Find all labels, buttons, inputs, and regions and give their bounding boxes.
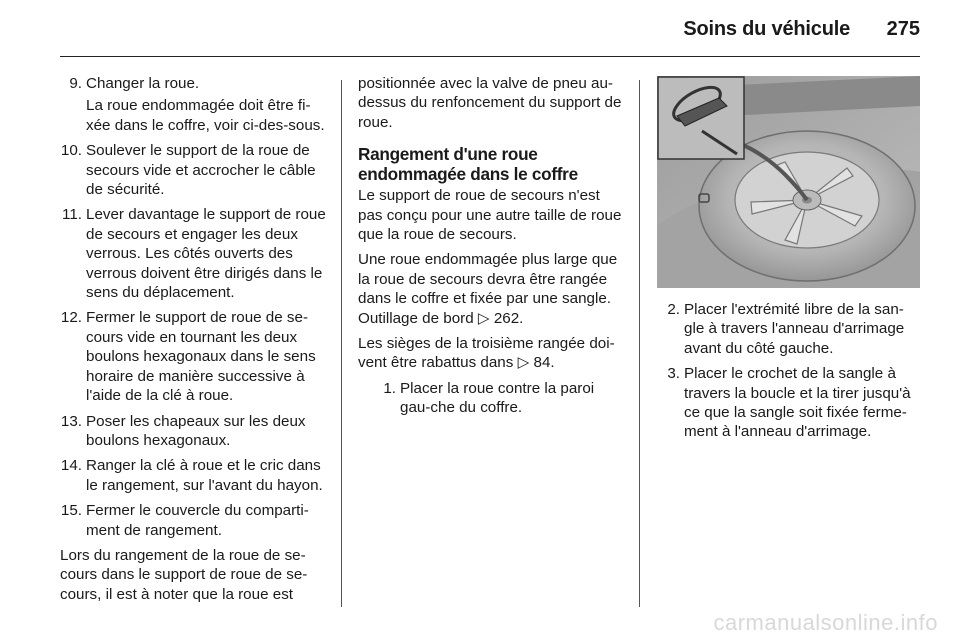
column-divider	[341, 80, 342, 607]
item-text: Placer l'extrémité libre de la san-gle à travers l'anneau d'arrimage avant du côté gauche.	[684, 301, 905, 357]
item-number: 1.	[383, 379, 396, 397]
page-reference: 84.	[533, 354, 555, 372]
page-reference: 262.	[493, 309, 524, 327]
sub-list	[358, 379, 624, 418]
item-number: 15.	[60, 502, 82, 520]
item-number: 3.	[667, 365, 680, 383]
item-text: Poser les chapeaux sur les deux boulons hexagonaux.	[86, 412, 306, 449]
column-right	[658, 300, 922, 448]
list-item	[60, 74, 326, 135]
item-number: 11.	[62, 206, 82, 224]
item-number: 12.	[60, 309, 82, 327]
list-item	[60, 205, 326, 302]
item-text: Fermer le couvercle du comparti-ment de rangement.	[86, 502, 309, 539]
item-text: Placer le crochet de la sangle à travers la boucle et la tirer jusqu'à ce que la sangle soit fixée ferme-ment à l'anneau d'arrimage.	[684, 365, 911, 441]
column-middle	[358, 74, 624, 424]
list-item	[60, 456, 326, 495]
list-item	[658, 300, 922, 358]
item-text: Placer la roue contre la paroi gau-che du coffre.	[400, 379, 595, 417]
column-left	[60, 74, 326, 610]
section-heading: Rangement d'une roue endommagée dans le coffre	[358, 144, 578, 185]
paragraph	[358, 334, 624, 373]
wheel-in-trunk-drawing	[657, 76, 920, 288]
list-item	[60, 501, 326, 540]
list-item	[60, 308, 326, 405]
paragraph	[358, 250, 624, 328]
item-subtext: La roue endommagée doit être fi-xée dans le coffre, voir ci-des-sous.	[86, 97, 325, 134]
item-number: 9.	[69, 75, 82, 92]
item-number: 13.	[60, 412, 82, 430]
arrow-reference-icon: ▷	[517, 354, 530, 372]
list-item	[658, 364, 922, 442]
list-item	[60, 412, 326, 451]
item-text: Fermer le support de roue de se-cours vide en tournant les deux boulons hexagonaux dans le sens horaire de manière successive à l'aide de la clé à roue.	[86, 309, 316, 405]
paragraph-text: Une roue endommagée plus large que la roue de secours devra être rangée dans le coffre et fixée par une sangle. Outillage de bord	[358, 251, 618, 327]
page-title: Soins du véhicule	[683, 18, 850, 40]
paragraph: Le support de roue de secours n'est pas conçu pour une autre taille de roue que la roue de secours.	[358, 187, 622, 244]
item-text: Changer la roue.	[86, 75, 200, 92]
list-item	[374, 379, 624, 418]
item-text: Lever davantage le support de roue de secours et engager les deux verrous. Les côtés ouverts des verrous doivent être dirigés dans le sens du déplacement.	[86, 206, 326, 302]
paragraph: Lors du rangement de la roue de se-cours dans le support de roue de se-cours, il est à noter que la roue est	[60, 546, 308, 603]
item-text: Soulever le support de la roue de secours vide et accrocher le câble de sécurité.	[86, 142, 316, 199]
column-divider	[639, 80, 640, 607]
item-text: Ranger la clé à roue et le cric dans le rangement, sur l'avant du hayon.	[86, 457, 323, 494]
paragraph-text: Les sièges de la troisième rangée doi-vent être rabattus dans	[358, 335, 615, 372]
watermark: carmanualsonline.info	[713, 610, 938, 635]
spare-wheel-illustration	[657, 76, 920, 288]
item-number: 2.	[667, 301, 680, 318]
paragraph: positionnée avec la valve de pneu au-dessus du renfoncement du support de roue.	[358, 75, 622, 131]
page-header	[60, 12, 920, 57]
arrow-reference-icon: ▷	[477, 309, 490, 327]
item-number: 14.	[60, 457, 82, 475]
list-item	[60, 141, 326, 199]
page-number: 275	[886, 18, 920, 40]
item-number: 10.	[60, 142, 82, 160]
